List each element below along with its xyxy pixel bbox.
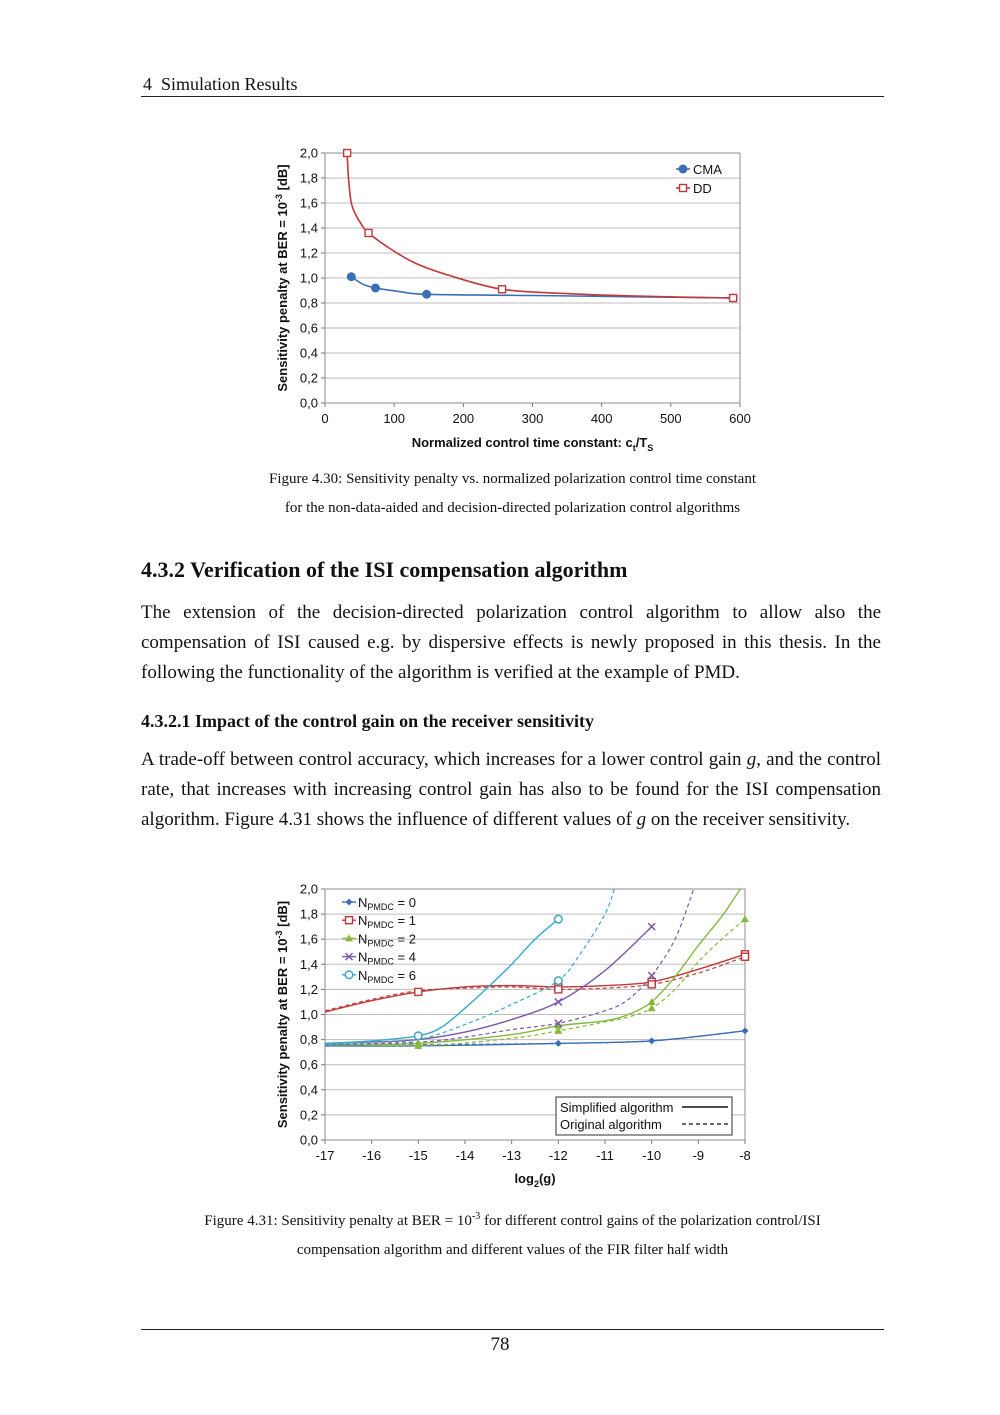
footer-rule — [141, 1329, 884, 1330]
legend-label — [358, 968, 416, 985]
x-tick-label: 0 — [321, 411, 329, 426]
data-point — [648, 1037, 655, 1044]
legend-label-prefix: N — [358, 931, 368, 947]
y-tick-label: 1,0 — [299, 1007, 318, 1022]
legend-label-sub: PMDC — [367, 920, 394, 931]
legend-label-sub: PMDC — [367, 938, 394, 949]
series-pmdc-4 — [325, 889, 614, 1045]
caption-line-2: for the non-data-aided and decision-directed polarization control algorithms — [284, 500, 741, 516]
legend-original-label: Original algorithm — [560, 1117, 662, 1132]
figure-4-31 — [270, 878, 770, 1194]
paragraph-1: The extension of the decision-directed polarization control algorithm to allow also the compensation of ISI caused e.g. by dispersive effects is newly proposed in this thesis. In the following the functionality of the algorithm is verified at the example of PMD. — [141, 602, 881, 683]
y-axis-label-sup: -3 — [274, 193, 284, 202]
x-axis-label-main: Normalized control time constant: c — [411, 435, 633, 450]
legend-label — [358, 895, 416, 912]
caption-text-b: for different control gains of the polarization control/ISI — [480, 1213, 821, 1229]
x-axis-label-sub: 2 — [533, 1179, 539, 1189]
legend-label-prefix: N — [358, 967, 368, 983]
x-axis-label-end: (g) — [538, 1171, 556, 1186]
data-point — [648, 981, 655, 988]
y-axis-label-unit: [dB] — [275, 164, 290, 194]
series-pmdc-2 — [325, 889, 745, 1046]
legend-marker — [680, 185, 687, 192]
y-tick-label: 0,0 — [299, 395, 318, 411]
series-dd — [344, 150, 737, 302]
para2-text-a: A trade-off between control accuracy, which increases for a lower control gain — [141, 749, 747, 770]
running-header-text — [143, 74, 298, 95]
y-tick-label: 0,2 — [299, 370, 318, 386]
x-tick-label: -13 — [502, 1148, 522, 1163]
y-axis-label — [274, 164, 290, 391]
legend-label: CMA — [693, 162, 722, 177]
legend-marker — [345, 971, 353, 979]
legend-label-sub: PMDC — [367, 956, 394, 967]
y-tick-label: 2,0 — [299, 881, 318, 897]
figure-4-31-caption — [141, 1202, 884, 1265]
chart-4-30 — [270, 140, 770, 458]
data-point — [415, 1032, 423, 1040]
series-line — [347, 153, 733, 298]
data-point — [648, 1004, 656, 1011]
y-tick-label: 1,6 — [299, 931, 318, 947]
data-point — [344, 150, 351, 157]
x-axis-label-sub: t — [632, 443, 636, 453]
x-tick-label: -12 — [548, 1148, 568, 1163]
x-axis-label — [412, 435, 654, 453]
x-tick-label: -8 — [739, 1148, 751, 1163]
x-axis-label — [514, 1171, 555, 1189]
x-axis-label-sub: S — [647, 443, 654, 453]
data-point — [555, 998, 562, 1005]
section-heading: 4.3.2 Verification of the ISI compensation algorithm — [141, 557, 628, 582]
data-points — [414, 915, 749, 1049]
legend-label-value: = 0 — [393, 895, 416, 910]
y-tick-label: 0,6 — [299, 1057, 318, 1073]
x-tick-label: 300 — [521, 411, 544, 426]
y-tick-label: 0,8 — [299, 1032, 318, 1048]
legend-label-value: = 2 — [393, 931, 416, 947]
caption-line-2: compensation algorithm and different values of the FIR filter half width — [296, 1242, 729, 1258]
gridlines — [321, 153, 740, 407]
legend-label-value: = 6 — [393, 967, 416, 983]
y-axis-label — [274, 901, 290, 1128]
data-point — [555, 915, 563, 923]
legend-label-value: = 1 — [393, 913, 416, 929]
para2-text-b: , and the control rate, that increases with increasing control gain has also to be found for the ISI compensation algorithm. Figure 4.31 shows the influence of different values of — [141, 749, 881, 830]
figure-4-30-caption — [141, 465, 884, 523]
y-tick-label: 0,8 — [299, 295, 318, 311]
data-point — [371, 284, 380, 293]
x-tick-label: -9 — [692, 1148, 705, 1163]
x-tick-label: -14 — [455, 1148, 475, 1163]
series-line — [351, 277, 733, 298]
y-tick-label: 0,6 — [299, 320, 318, 336]
caption-text-a: Figure 4.31: Sensitivity penalty at BER = 10 — [204, 1213, 472, 1229]
legend-series — [342, 895, 416, 985]
legend-label — [358, 913, 416, 930]
x-axis-label-main: log — [514, 1171, 534, 1186]
x-tick-label: -16 — [362, 1148, 382, 1163]
legend-label-sub: PMDC — [367, 902, 394, 912]
caption-superscript: -3 — [471, 1211, 481, 1222]
data-point — [415, 988, 422, 995]
data-point — [555, 977, 563, 985]
series-lines — [325, 889, 745, 1046]
data-point — [648, 923, 655, 930]
legend-algorithm — [556, 1097, 732, 1135]
legend-marker — [679, 165, 688, 174]
legend-label-prefix: N — [358, 913, 368, 929]
para2-var-g2: g — [636, 809, 647, 830]
series-line-simplified — [325, 889, 740, 1045]
running-header — [141, 72, 884, 97]
x-tick-label: 200 — [452, 411, 475, 426]
x-tick-label: 400 — [590, 411, 613, 426]
page-number: 78 — [490, 1334, 510, 1355]
data-point — [555, 1040, 562, 1047]
y-tick-labels — [300, 146, 318, 411]
legend-marker — [346, 899, 353, 906]
x-tick-label: -11 — [596, 1148, 614, 1163]
legend-simplified-label: Simplified algorithm — [560, 1100, 674, 1115]
y-tick-label: 1,8 — [299, 906, 318, 922]
x-tick-label: -15 — [408, 1148, 428, 1163]
y-axis-label-main: Sensitivity penalty at BER = 10 — [275, 938, 290, 1129]
legend-marker — [346, 917, 353, 924]
legend-label-value: = 4 — [393, 949, 416, 965]
y-tick-label: 1,8 — [299, 170, 318, 186]
y-tick-label: 1,6 — [299, 195, 318, 211]
data-point — [742, 1027, 749, 1034]
legend-label: DD — [693, 181, 712, 196]
series-cma — [347, 272, 738, 302]
figure-4-30 — [270, 140, 770, 458]
legend-label-sub: PMDC — [367, 974, 394, 985]
data-point — [365, 230, 372, 237]
data-point — [347, 272, 356, 281]
data-point — [499, 286, 506, 293]
y-axis-label-unit: [dB] — [275, 900, 290, 931]
data-point — [742, 953, 749, 960]
y-tick-label: 0,2 — [299, 1107, 318, 1123]
x-tick-labels — [321, 411, 750, 426]
legend — [676, 162, 722, 196]
x-axis-label-mid: /T — [635, 435, 648, 450]
legend-label-prefix: N — [358, 949, 368, 965]
x-tick-label: 500 — [659, 411, 682, 426]
y-axis-label-sup: -3 — [274, 930, 284, 939]
paragraph-2 — [141, 745, 881, 835]
x-tick-label: -10 — [642, 1148, 662, 1163]
y-tick-label: 1,4 — [299, 220, 318, 236]
data-point — [555, 986, 562, 993]
chapter-title: Simulation Results — [161, 74, 298, 94]
legend-label — [358, 931, 416, 948]
legend-label — [358, 950, 416, 967]
legend-label-prefix: N — [358, 895, 368, 910]
x-tick-label: 100 — [383, 411, 406, 426]
data-point — [422, 290, 431, 299]
chart-4-31 — [270, 878, 770, 1194]
subsection-heading: 4.3.2.1 Impact of the control gain on the receiver sensitivity — [141, 711, 594, 731]
x-tick-label: -17 — [315, 1148, 335, 1163]
x-tick-labels — [316, 1148, 751, 1163]
y-axis-label-main: Sensitivity penalty at BER = 10 — [275, 201, 290, 392]
series-line-original — [325, 1031, 745, 1045]
chapter-number: 4 — [143, 74, 152, 94]
y-tick-label: 1,2 — [299, 981, 318, 997]
x-tick-label: 600 — [729, 411, 751, 426]
data-point — [730, 295, 737, 302]
y-tick-label: 1,0 — [299, 270, 318, 286]
y-tick-label: 2,0 — [299, 145, 318, 161]
para2-var-g: g — [746, 749, 757, 770]
data-point — [741, 915, 749, 922]
y-tick-label: 0,4 — [299, 1082, 318, 1098]
y-tick-label: 0,0 — [299, 1132, 318, 1148]
caption-line-1 — [141, 1202, 884, 1236]
caption-line-1: Figure 4.30: Sensitivity penalty vs. normalized polarization control time constant — [269, 471, 756, 487]
y-tick-labels — [300, 882, 318, 1148]
y-tick-label: 0,4 — [299, 345, 318, 361]
y-tick-label: 1,4 — [299, 956, 318, 972]
para2-text-c: on the receiver sensitivity. — [646, 809, 851, 830]
series-line-original — [325, 889, 614, 1045]
y-tick-label: 1,2 — [299, 245, 318, 261]
